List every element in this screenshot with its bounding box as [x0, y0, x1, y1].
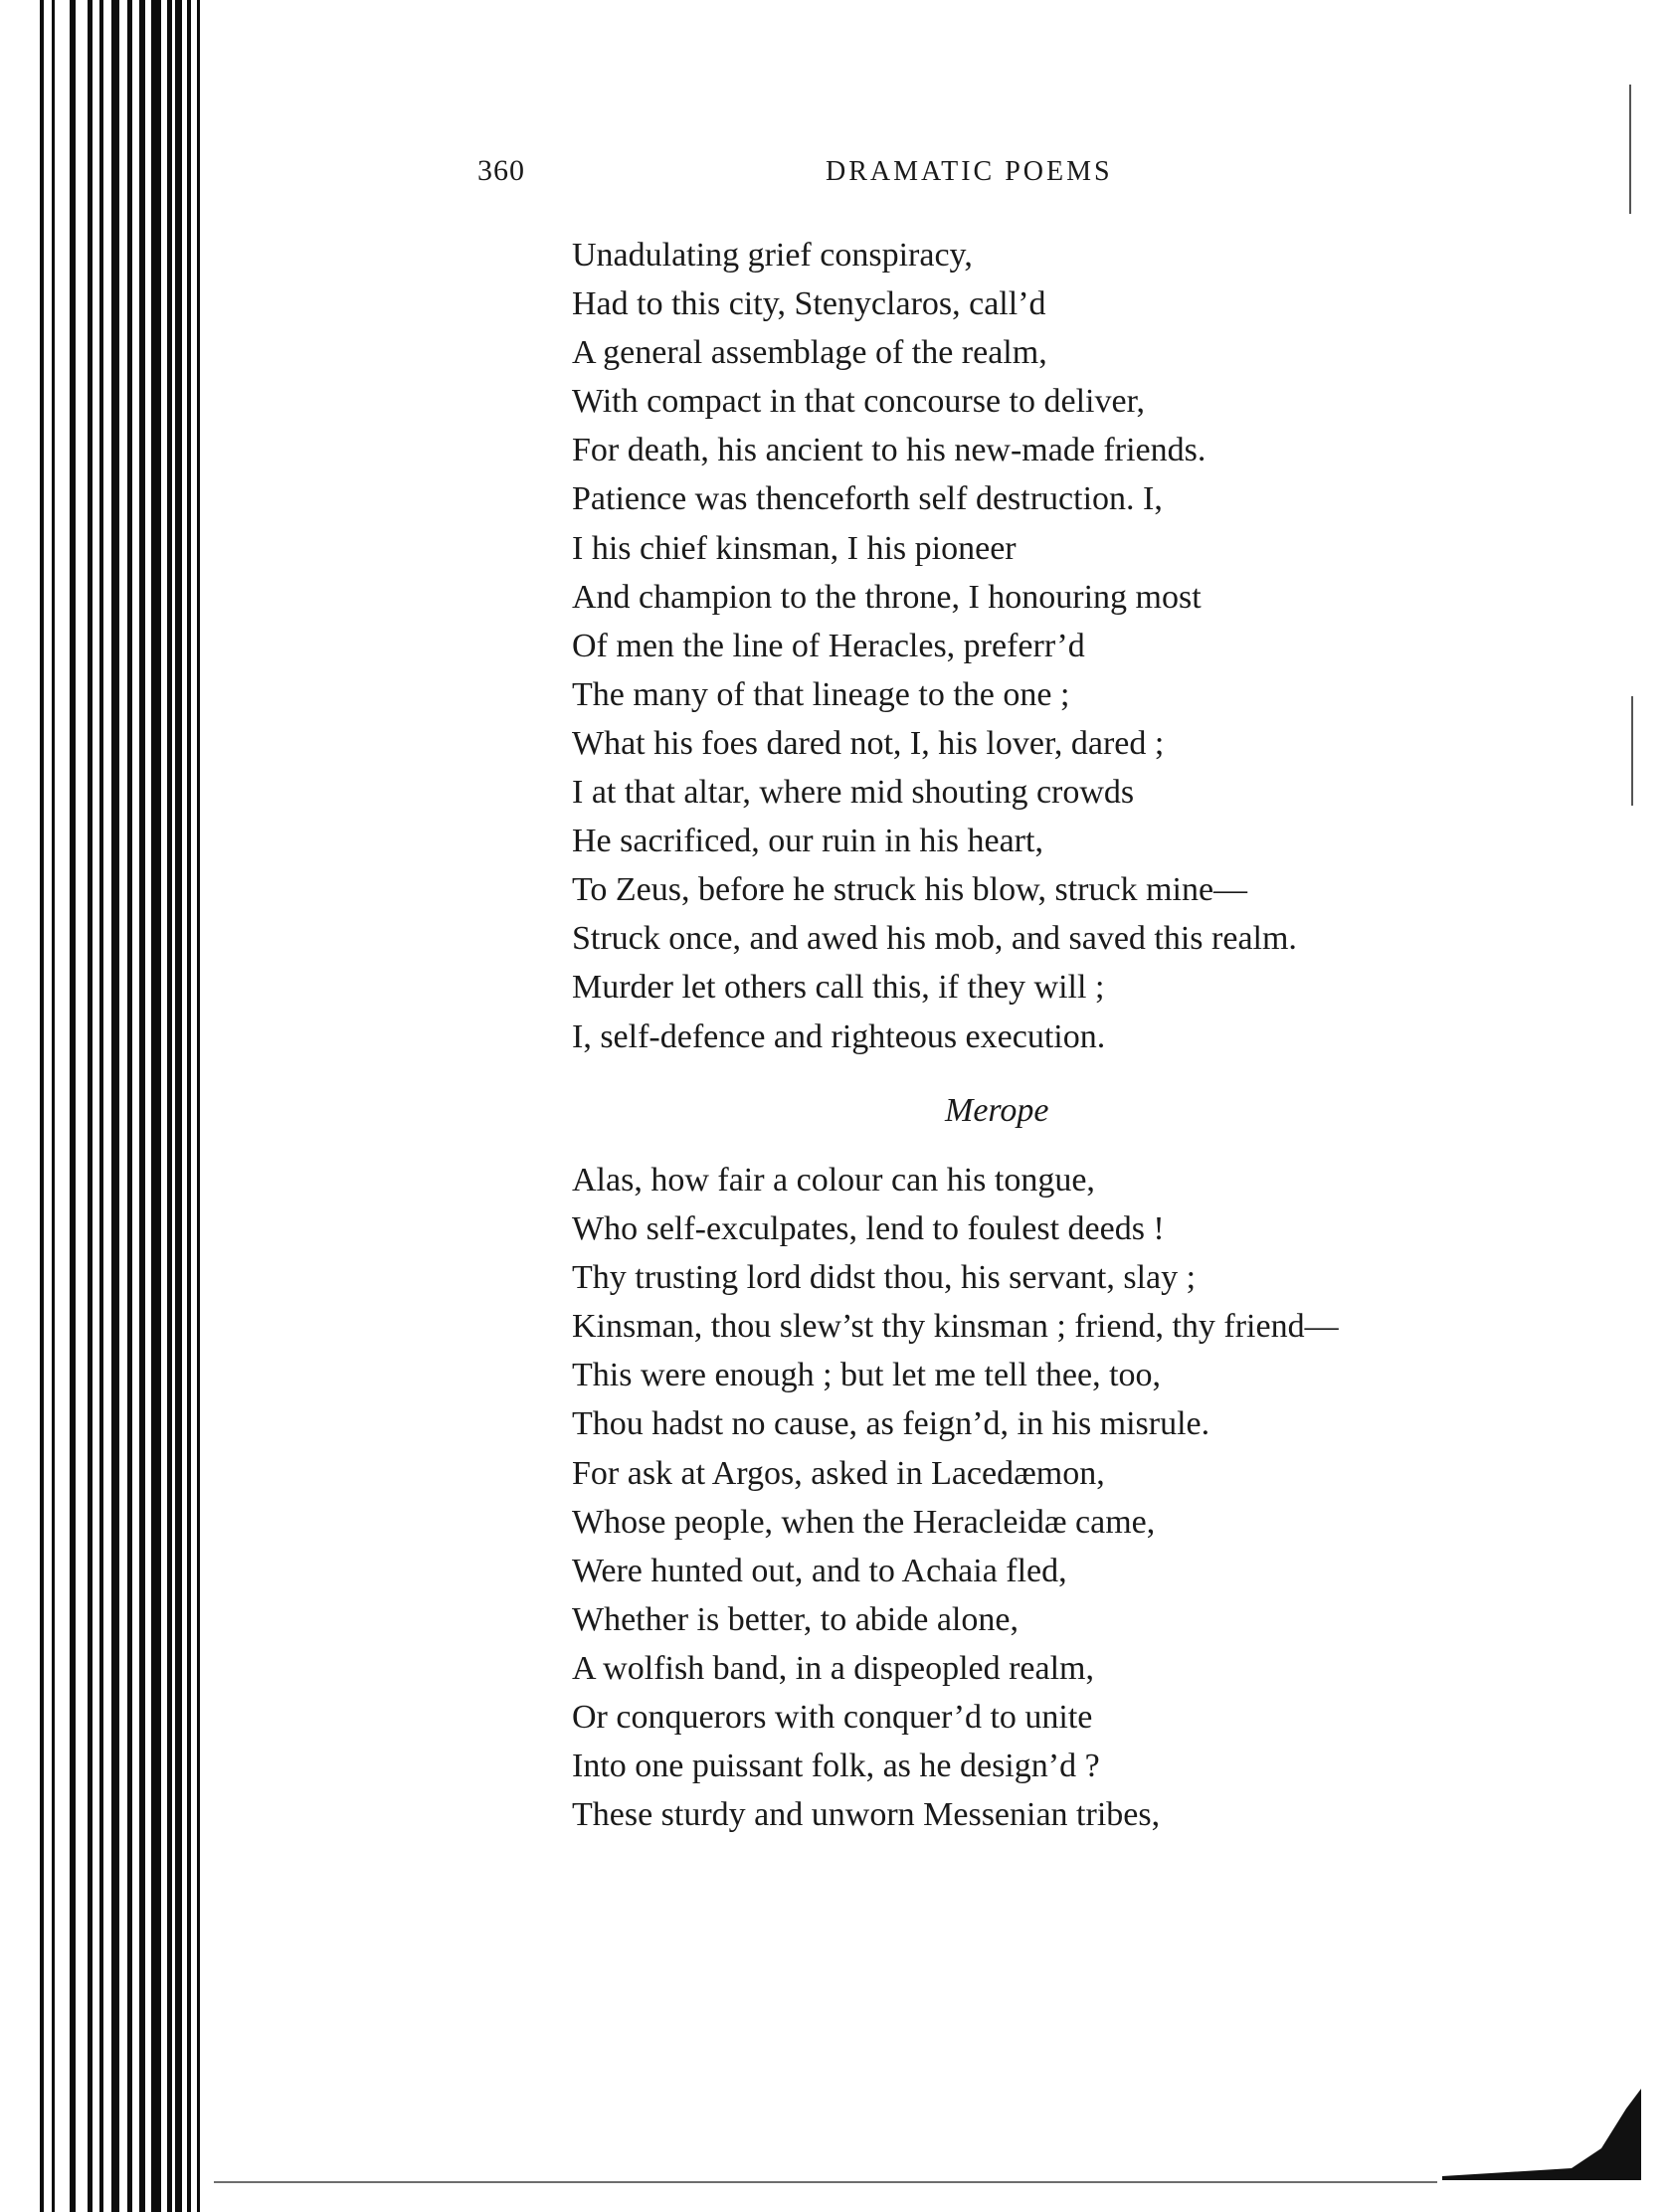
- page-number: 360: [477, 154, 525, 187]
- gutter-stripe: [99, 0, 103, 2212]
- verse-line: Alas, how fair a colour can his tongue,: [572, 1162, 1095, 1198]
- verse-line: Or conquerors with conquer’d to unite: [572, 1699, 1093, 1737]
- speech-one: [572, 231, 1297, 1061]
- corner-scan-mark: [1442, 2089, 1641, 2180]
- scanned-gutter: [0, 0, 214, 2212]
- gutter-stripe: [111, 0, 119, 2212]
- verse-line: The many of that lineage to the one ;: [572, 675, 1070, 713]
- verse-line: With compact in that concourse to deliver,: [572, 383, 1146, 421]
- verse-line: And champion to the throne, I honouring most: [572, 578, 1202, 616]
- gutter-stripe: [88, 0, 93, 2212]
- right-edge-mark: [1629, 85, 1631, 214]
- verse-line: Were hunted out, and to Achaia fled,: [572, 1552, 1067, 1589]
- verse-line: Thou hadst no cause, as feign’d, in his misrule.: [572, 1405, 1210, 1443]
- verse-line: For death, his ancient to his new-made friends.: [572, 432, 1206, 469]
- verse-line: Whose people, when the Heracleidæ came,: [572, 1503, 1156, 1541]
- right-edge-mark: [1631, 696, 1633, 806]
- verse-line: He sacrificed, our ruin in his heart,: [572, 823, 1043, 860]
- verse-line: What his foes dared not, I, his lover, dared ;: [572, 724, 1165, 762]
- gutter-stripe: [151, 0, 161, 2212]
- gutter-stripe: [127, 0, 132, 2212]
- verse-line: Patience was thenceforth self destruction. I,: [572, 480, 1163, 518]
- gutter-stripe: [40, 0, 44, 2212]
- verse-line: Struck once, and awed his mob, and saved this realm.: [572, 920, 1297, 958]
- gutter-stripe: [187, 0, 191, 2212]
- verse-line: Kinsman, thou slew’st thy kinsman ; friend, thy friend—: [572, 1308, 1339, 1346]
- verse-line: Who self-exculpates, lend to foulest deeds !: [572, 1210, 1165, 1248]
- gutter-stripe: [167, 0, 172, 2212]
- verse-line: I at that altar, where mid shouting crowds: [572, 774, 1135, 812]
- verse-line: For ask at Argos, asked in Lacedæmon,: [572, 1454, 1105, 1492]
- speaker-name: Merope: [945, 1092, 1049, 1129]
- verse-line: I his chief kinsman, I his pioneer: [572, 529, 1017, 567]
- verse-line: To Zeus, before he struck his blow, struck mine—: [572, 871, 1248, 909]
- verse-line: These sturdy and unworn Messenian tribes,: [572, 1796, 1161, 1834]
- gutter-stripe: [70, 0, 76, 2212]
- gutter-stripe: [139, 0, 145, 2212]
- verse-line: I, self-defence and righteous execution.: [572, 1017, 1106, 1055]
- gutter-stripe: [175, 0, 182, 2212]
- speech-two: [572, 1156, 1339, 1839]
- verse-line: Had to this city, Stenyclaros, call’d: [572, 285, 1046, 323]
- gutter-stripe: [52, 0, 55, 2212]
- gutter-stripe: [197, 0, 200, 2212]
- bottom-rule: [214, 2181, 1437, 2183]
- verse-line: A general assemblage of the realm,: [572, 334, 1047, 372]
- verse-line: This were enough ; but let me tell thee, too,: [572, 1357, 1162, 1394]
- running-head: [477, 154, 1253, 204]
- verse-line: Murder let others call this, if they will ;: [572, 969, 1105, 1007]
- verse-line: Thy trusting lord didst thou, his servant, slay ;: [572, 1259, 1197, 1297]
- verse-line: A wolfish band, in a dispeopled realm,: [572, 1649, 1095, 1687]
- verse-line: Whether is better, to abide alone,: [572, 1600, 1019, 1638]
- verse-line: Of men the line of Heracles, preferr’d: [572, 627, 1085, 664]
- verse-line: Unadulating grief conspiracy,: [572, 237, 973, 274]
- page-title: DRAMATIC POEMS: [826, 156, 1113, 187]
- verse-line: Into one puissant folk, as he design’d ?: [572, 1748, 1100, 1785]
